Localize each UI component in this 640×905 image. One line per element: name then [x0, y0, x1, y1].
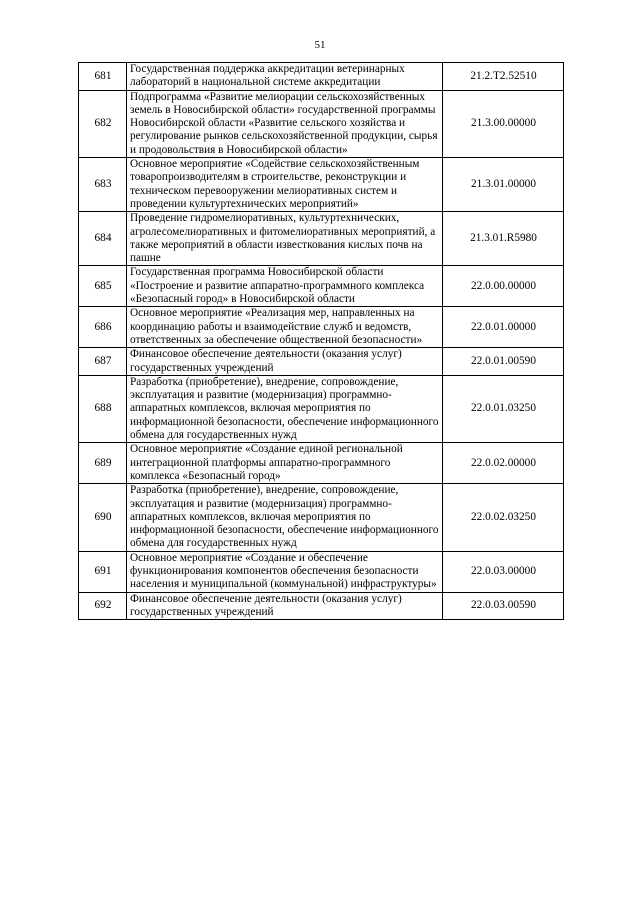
row-number: 683	[79, 158, 127, 212]
row-code: 21.2.Т2.52510	[443, 63, 564, 91]
row-code: 22.0.01.00000	[443, 307, 564, 348]
row-number: 687	[79, 348, 127, 376]
table-row	[79, 348, 564, 376]
row-name: Финансовое обеспечение деятельности (оказания услуг) государственных учреждений	[127, 348, 443, 376]
row-number: 690	[79, 484, 127, 551]
row-code: 21.3.00.00000	[443, 90, 564, 157]
row-code: 22.0.01.00590	[443, 348, 564, 376]
row-number: 692	[79, 592, 127, 620]
table-row	[79, 375, 564, 442]
row-name: Разработка (приобретение), внедрение, сопровождение, эксплуатация и развитие (модернизация) программно-аппаратных комплексов, включая мероприятия по информационной безопасности, обеспечение информационного обмена для государственных нужд	[127, 484, 443, 551]
table-row	[79, 443, 564, 484]
table-row	[79, 551, 564, 592]
row-number: 689	[79, 443, 127, 484]
row-name: Финансовое обеспечение деятельности (оказания услуг) государственных учреждений	[127, 592, 443, 620]
table-row	[79, 592, 564, 620]
row-number: 691	[79, 551, 127, 592]
row-code: 22.0.03.00000	[443, 551, 564, 592]
row-code: 22.0.03.00590	[443, 592, 564, 620]
row-code: 22.0.00.00000	[443, 266, 564, 307]
row-name: Государственная программа Новосибирской области «Построение и развитие аппаратно-программного комплекса «Безопасный город» в Новосибирской области	[127, 266, 443, 307]
row-number: 688	[79, 375, 127, 442]
budget-classification-table	[78, 62, 564, 620]
row-name: Подпрограмма «Развитие мелиорации сельскохозяйственных земель в Новосибирской области» государственной программы Новосибирской области «Развитие сельского хозяйства и регулирование рынков сельскохозяйственной продукции, сырья и продовольствия в Новосибирской области»	[127, 90, 443, 157]
page-number: 51	[314, 39, 326, 51]
table-row	[79, 307, 564, 348]
row-number: 685	[79, 266, 127, 307]
table-row	[79, 158, 564, 212]
row-code: 21.3.01.R5980	[443, 212, 564, 266]
row-number: 686	[79, 307, 127, 348]
row-code: 22.0.02.00000	[443, 443, 564, 484]
row-name: Основное мероприятие «Реализация мер, направленных на координацию работы и взаимодействие служб и ведомств, ответственных за обеспечение общественной безопасности»	[127, 307, 443, 348]
row-name: Разработка (приобретение), внедрение, сопровождение, эксплуатация и развитие (модернизация) программно-аппаратных комплексов, включая мероприятия по информационной безопасности, обеспечение информационного обмена для государственных нужд	[127, 375, 443, 442]
table-row	[79, 63, 564, 91]
table-row	[79, 90, 564, 157]
row-code: 22.0.02.03250	[443, 484, 564, 551]
row-code: 21.3.01.00000	[443, 158, 564, 212]
table-row	[79, 212, 564, 266]
row-name: Проведение гидромелиоративных, культуртехнических, агролесомелиоративных и фитомелиоративных мероприятий, а также мероприятий в области известкования кислых почв на пашне	[127, 212, 443, 266]
row-code: 22.0.01.03250	[443, 375, 564, 442]
row-number: 681	[79, 63, 127, 91]
row-name: Основное мероприятие «Создание единой региональной интеграционной платформы аппаратно-программного комплекса «Безопасный город»	[127, 443, 443, 484]
row-name: Основное мероприятие «Создание и обеспечение функционирования компонентов обеспечения безопасности населения и муниципальной (коммунальной) инфраструктуры»	[127, 551, 443, 592]
table-row	[79, 266, 564, 307]
row-name: Государственная поддержка аккредитации ветеринарных лабораторий в национальной системе аккредитации	[127, 63, 443, 91]
row-number: 684	[79, 212, 127, 266]
row-number: 682	[79, 90, 127, 157]
table-row	[79, 484, 564, 551]
row-name: Основное мероприятие «Содействие сельскохозяйственным товаропроизводителям в строительстве, реконструкции и техническом перевооружении мелиоративных систем и проведении культуртехнических мероприятий»	[127, 158, 443, 212]
